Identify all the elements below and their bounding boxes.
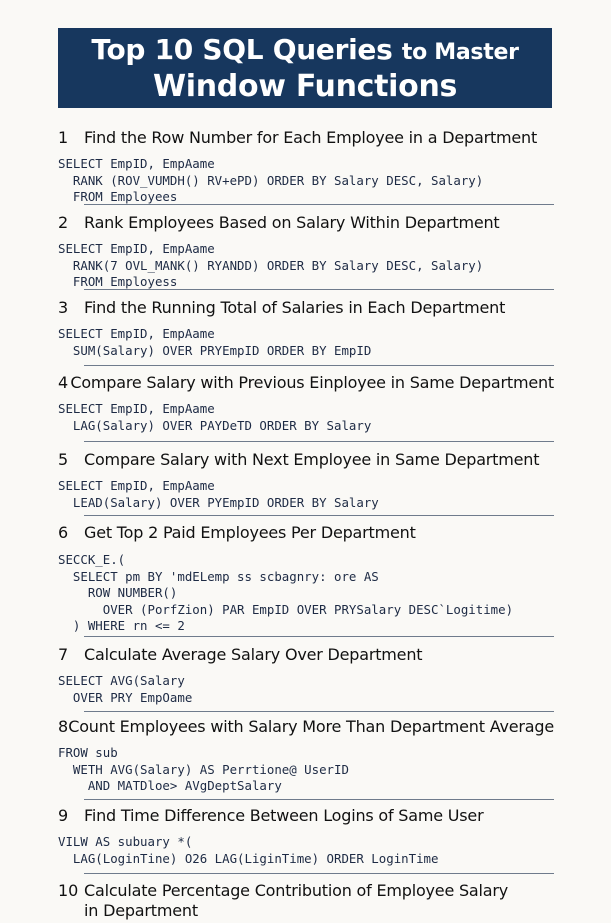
query-item-7 bbox=[58, 645, 554, 706]
code-line: FROM Employees bbox=[58, 189, 178, 204]
code-block bbox=[58, 834, 554, 867]
code-line: ) WHERE rn <= 2 bbox=[58, 618, 185, 633]
code-line: SELECT EmpID, EmpAame bbox=[58, 326, 215, 341]
item-number: 5 bbox=[58, 450, 69, 469]
item-number: 10 bbox=[58, 881, 79, 900]
code-block bbox=[58, 745, 554, 795]
code-line: AND MATDloe> AVgDeptSalary bbox=[58, 778, 282, 793]
item-number: 6 bbox=[58, 523, 69, 542]
item-title: Find the Running Total of Salaries in Each Department bbox=[84, 298, 506, 317]
item-title: Compare Salary with Previous Einployee in Same Department bbox=[70, 373, 554, 392]
code-line: OVER (PorfZion) PAR EmpID OVER PRYSalary DESC`Logitime) bbox=[58, 601, 514, 617]
item-title: Find the Row Number for Each Employee in a Department bbox=[84, 128, 538, 147]
item-title: Rank Employees Based on Salary Within Department bbox=[84, 213, 500, 232]
page-title-line-2: Window Functions bbox=[152, 68, 458, 104]
divider bbox=[84, 636, 554, 637]
title-banner bbox=[58, 28, 552, 108]
query-item-2 bbox=[58, 213, 554, 291]
item-title-line-2: in Department bbox=[84, 901, 198, 920]
code-line: SELECT pm BY 'mdELemp ss scbagnry: ore AS bbox=[58, 568, 379, 584]
query-item-9 bbox=[58, 806, 554, 867]
title-tail-text: to Master bbox=[401, 39, 519, 65]
query-item-3 bbox=[58, 298, 554, 359]
code-line: SUM(Salary) OVER PRYEmpID ORDER BY EmpID bbox=[58, 342, 372, 358]
code-line: FROW sub bbox=[58, 745, 118, 760]
title-main-text: Top 10 SQL Queries bbox=[91, 32, 393, 66]
item-title: Compare Salary with Next Employee in Same Department bbox=[84, 450, 540, 469]
query-item-4 bbox=[58, 373, 554, 434]
code-line: SELECT EmpID, EmpAame bbox=[58, 401, 215, 416]
item-number: 4 bbox=[58, 373, 69, 392]
code-block bbox=[58, 478, 554, 511]
query-item-5 bbox=[58, 450, 554, 511]
item-number: 1 bbox=[58, 128, 69, 147]
divider bbox=[84, 515, 554, 516]
divider bbox=[84, 873, 554, 874]
query-item-1 bbox=[58, 128, 554, 206]
item-number: 2 bbox=[58, 213, 69, 232]
divider bbox=[84, 441, 554, 442]
code-line: SECCK_E.( bbox=[58, 552, 126, 567]
query-item-6 bbox=[58, 523, 554, 635]
item-title: Find Time Difference Between Logins of Same User bbox=[84, 806, 484, 825]
divider bbox=[84, 365, 554, 366]
code-block bbox=[58, 673, 554, 706]
code-line: OVER PRY EmpOame bbox=[58, 689, 193, 705]
code-line: LAG(Salary) OVER PAYDeTD ORDER BY Salary bbox=[58, 417, 372, 433]
code-block bbox=[58, 552, 554, 635]
code-line: LAG(LoginTine) O26 LAG(LiginTime) ORDER LoginTime bbox=[58, 850, 439, 866]
item-title: Get Top 2 Paid Employees Per Department bbox=[84, 523, 416, 542]
code-block bbox=[58, 241, 554, 291]
code-block bbox=[58, 401, 554, 434]
item-title: Calculate Percentage Contribution of Employee Salary bbox=[84, 881, 509, 900]
query-item-8 bbox=[58, 717, 554, 795]
page-title-line-1 bbox=[91, 33, 518, 70]
code-block bbox=[58, 156, 554, 206]
code-block bbox=[58, 326, 554, 359]
code-line: RANK (ROV_VUMDH() RV+ePD) ORDER BY Salary DESC, Salary) bbox=[58, 172, 484, 188]
code-line: WETH AVG(Salary) AS Perrtione@ UserID bbox=[58, 761, 349, 777]
divider bbox=[84, 204, 554, 205]
query-item-10 bbox=[58, 881, 554, 923]
code-line: SELECT EmpID, EmpAame bbox=[58, 478, 215, 493]
item-number: 8 bbox=[58, 717, 69, 736]
divider bbox=[84, 711, 554, 712]
code-line: ROW NUMBER() bbox=[58, 585, 178, 600]
item-number: 7 bbox=[58, 645, 69, 664]
code-line: SELECT AVG(Salary bbox=[58, 673, 185, 688]
code-line: SELECT EmpID, EmpAame bbox=[58, 156, 215, 171]
divider bbox=[84, 289, 554, 290]
item-title: Calculate Average Salary Over Department bbox=[84, 645, 423, 664]
code-line: SELECT EmpID, EmpAame bbox=[58, 241, 215, 256]
divider bbox=[84, 799, 554, 800]
code-line: RANK(7 OVL_MANK() RYANDD) ORDER BY Salary DESC, Salary) bbox=[58, 257, 484, 273]
item-number: 3 bbox=[58, 298, 69, 317]
code-line: LEAD(Salary) OVER PYEmpID ORDER BY Salary bbox=[58, 494, 379, 510]
item-title: Count Employees with Salary More Than Department Average bbox=[68, 717, 554, 736]
code-line: VILW AS subuary *( bbox=[58, 834, 193, 849]
item-number: 9 bbox=[58, 806, 69, 825]
code-line: FROM Employess bbox=[58, 274, 178, 289]
